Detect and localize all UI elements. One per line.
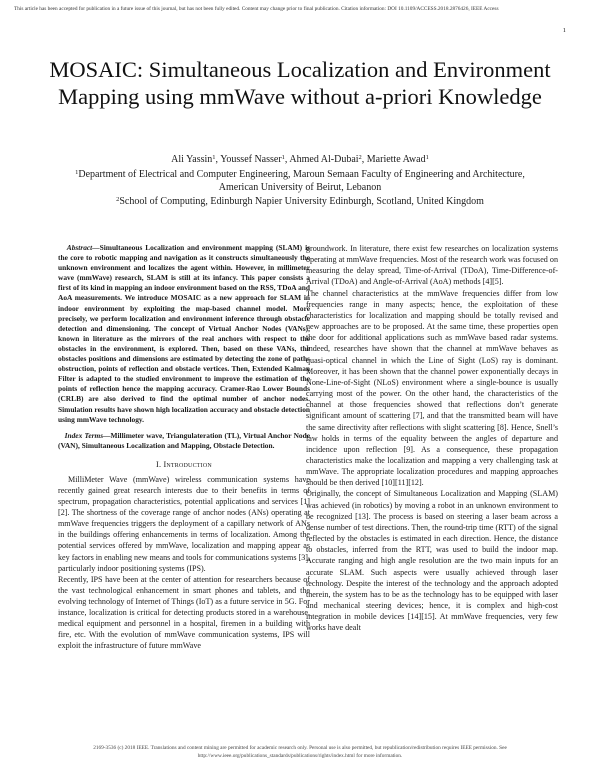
author-name: Youssef Nasser xyxy=(220,154,282,165)
affiliation-1: $^1$Department of Electrical and Computer Engineering, Maroun Semaan Faculty of Engineering and Architecture, xyxy=(75,168,525,180)
author-list: Ali Yassin$^1$, Youssef Nasser$^1$, Ahmed Al-Dubai$^2$, Mariette Awad$^1$ xyxy=(171,154,429,165)
author-name: Ahmed Al-Dubai xyxy=(289,154,359,165)
right-column xyxy=(306,243,558,633)
paper-title: MOSAIC: Simultaneous Localization and Environment Mapping using mmWave without a-priori Knowledge xyxy=(49,57,551,109)
intro-body-left xyxy=(58,474,310,652)
affiliation-2: $^2$School of Computing, Edinburgh Napier University Edinburgh, Scotland, United Kingdom xyxy=(116,196,484,208)
index-terms-label: Index Terms— xyxy=(64,430,111,440)
paragraph: groundwork. In literature, there exist few researches on localization systems operating at mmWave frequencies. Most of the research work was focused on measuring the delay spread, Time-of-Arrival (TDoA), Time-Difference-of-Arrival (TDoA) and Angle-of-Arrival (AoA) methods [4][5]. xyxy=(306,244,558,287)
author-name: Mariette Awad xyxy=(366,154,426,165)
footer-line-1: 2169-3536 (c) 2018 IEEE. Translations and content mining are permitted for academic research only. Personal use is also permitted, but republication/redistribution requires IEEE permission. See xyxy=(93,745,507,751)
copyright-footer xyxy=(14,744,586,760)
abstract-text: Simultaneous Localization and environment mapping (SLAM) is the core to robotic mapping and navigation as it constructs simultaneously the unknown environment and localizes the agent within. However, in millimeter wave (mmWave) research, SLAM is still at its infancy. This paper consists a first of its kind in mapping an indoor environment based on the RSS, TDoA and AoA measurements. We introduce MOSAIC as a new approach for SLAM in indoor environment by exploiting the map-based channel model. More precisely, we perform localization and environment inference through obstacle detection and dimensioning. The concept of Virtual Anchor Nodes (VANs), known in literature as the mirrors of the real anchors with respect to the obstacles in the environment, is explored. Then, based on these VANs, the obstacles positions and dimensions are estimated by detecting the zone of paths obstruction, points of reflection and obstacle vertices. Then, Extended Kalman Filter is adapted to the studied environment to improve the estimation of the points of reflection hence the mapping accuracy. Cramer-Rao Lower Bounds (CRLB) are also derived to find the optimal number of anchor nodes. Simulation results have shown high localization accuracy and obstacle detection using mmWave technology. xyxy=(58,243,310,424)
author-affil-mark: 1 xyxy=(425,154,429,161)
paragraph: Recently, IPS have been at the center of attention for researchers because of the vast technological enhancement in smart phones and tablets, and the evolving technology of Internet of Things (IoT) as a future service in 5G. For instance, localization is critical for detecting products stored in a warehouse, medical equipment and personnel in a hospital, firemen in a building with fire, etc. With the evolution of mmWave communication systems, IPS will exploit the infrastructure of future mmWave xyxy=(58,574,310,651)
paragraph: Originally, the concept of Simultaneous Localization and Mapping (SLAM) was achieved (in robotics) by moving a robot in an unknown environment to be recognized [13]. The process is based on steering a laser beam across a dense number of test directions. Then, the round-trip time (RTT) of the signal reflected by the obstacles is estimated in each direction. Hence, the distance to obstacles, inferred from the RTT, was used to build the indoor map. Accurate ranging and high angle resolution are the two main inputs for an accurate SLAM. Such aspects were usually achieved through laser technology. Despite the interest of the technology and the approach adopted therein, the system has to be as the technology has to be equipped with laser and mechanical steering devices; hence, it is complex and high-cost integration in mobile devices [14][15]. At mmWave frequencies, very few works have dealt xyxy=(306,489,558,633)
left-column xyxy=(58,243,310,651)
footer-line-2: http://www.ieee.org/publications_standards/publications/rights/index.html for more information. xyxy=(197,753,403,759)
author-affil-mark: 2 xyxy=(358,154,362,161)
author-block xyxy=(20,152,580,209)
intro-body-right xyxy=(306,243,558,633)
page-number: 1 xyxy=(562,27,566,34)
affiliation-1-cont: American University of Beirut, Lebanon xyxy=(218,181,382,193)
index-terms-text: Millimeter wave, Triangulateration (TL), Virtual Anchor Node (VAN), Simultaneous Localization and Mapping, Obstacle Detection. xyxy=(58,430,310,450)
index-terms xyxy=(58,431,310,451)
abstract-label: Abstract— xyxy=(66,243,100,252)
paragraph: The channel characteristics at the mmWave frequencies differ from low frequencies range in many aspects; hence, the exploitation of these characteristics for localization and mapping should be totally revised and new approaches are to be proposed. At the same time, these properties open the door for additional applications such as mmWave based radar systems. Indeed, researches have shown that the channel at mmWave behaves as quasi-optical channel in which the Line of Sight (LoS) ray is dominant. Moreover, it has been shown that the channel power exponentially decays in None-Line-of-Sight (NLoS) environment where a single-bounce is usually carrying most of the power. On the other hand, the characteristics of the channel at those frequencies showed that reflections don’t generate significant amount of scattering [7], and that the transmitted beam will have the same directivity after reflections with slight scattering [8]. Hence, Snell’s law holds in terms of the equality between the angles of departure and incidence upon reflection [9]. As a consequence, these propagation characteristics make the localization and mapping a very challenging task at mmWave. The appropriate localization procedures and mapping approaches should be then derived [10][11][12]. xyxy=(306,288,558,488)
author-name: Ali Yassin xyxy=(171,154,213,165)
author-affil-mark: 1 xyxy=(281,154,285,161)
author-affil-mark: 1 xyxy=(212,154,216,161)
section-heading-introduction: I. Introduction xyxy=(156,459,212,469)
abstract xyxy=(58,243,310,425)
paragraph: MilliMeter Wave (mmWave) wireless communication systems have recently gained great research interests due to their benefits in terms of spectrum, propagation characteristics, potential applications and services [1][2]. The shortness of the coverage range of anchor nodes (ANs) operating at mmWave frequencies triggers the deployment of a capillary network of ANs in the buildings offering enhancements in terms of localization. Among the potential services offered by mmWave, localization and mapping appear as key factors in enabling new means and tools for communications systems [3], particularly indoor positioning systems (IPS). xyxy=(58,474,310,573)
journal-header-notice: This article has been accepted for publication in a future issue of this journal, but has not been fully edited. Content may change prior to final publication. Citation information: DOI 10.1109/ACCESS.2018.2876426, IEEE Access xyxy=(14,6,499,12)
